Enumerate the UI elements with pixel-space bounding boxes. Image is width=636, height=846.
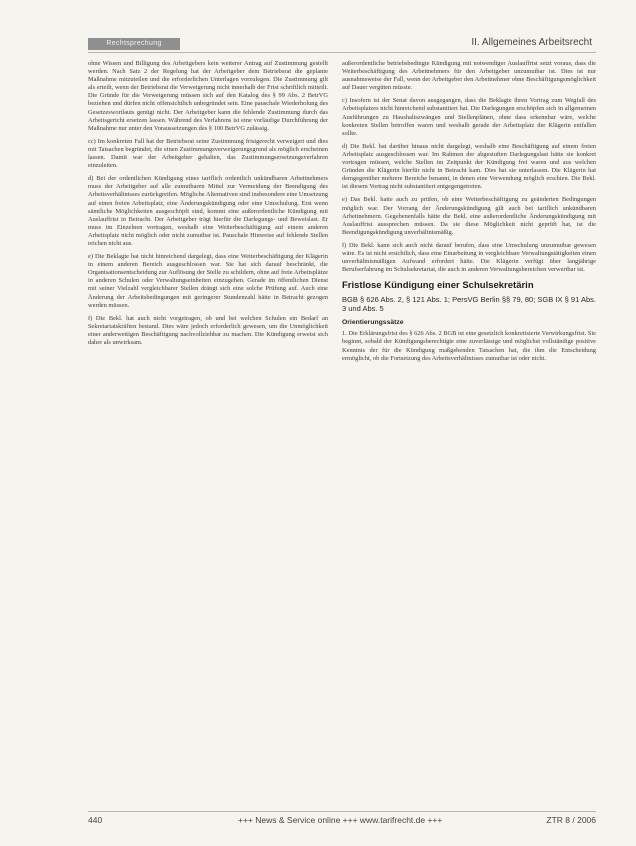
footer-promo: +++ News & Service online +++ www.tarifrecht.de +++ (238, 815, 443, 825)
left-column (88, 60, 328, 830)
header-rule (88, 52, 596, 53)
paragraph: außerordentliche betriebsbedingte Kündigung mit notwendiger Auslauffrist setzt voraus, dass die Weiterbeschäftigung des Arbeitnehmers für den Arbeitgeber unzumutbar ist. Dies ist nur ausnahmsweise der Fall, wenn der Arbeitgeber den Arbeitnehmer ohne Beschäftigungsmöglichkeit auf Dauer vergüten müsste. (342, 60, 596, 92)
paragraph: e) Die Beklagte hat nicht hinreichend dargelegt, dass eine Weiterbeschäftigung der Klägerin in einem anderen Bereich ausgeschlossen war. Sie hat sich darauf beschränkt, die Organisationsentscheidung zur Auflösung der Stelle zu schildern, ohne auf freie Arbeitsplätze in anderen Schulen oder Verwaltungseinheiten einzugehen. Gerade im öffentlichen Dienst mit seiner Vielzahl vergleichbarer Stellen drängt sich eine solche Prüfung auf. Auch eine Änderung der Arbeitsbedingungen mit geringerer Stundenzahl hätte in Betracht gezogen werden müssen. (88, 253, 328, 309)
paragraph: ohne Wissen und Billigung des Arbeitgebers kein weiterer Antrag auf Zustimmung gestellt werden. Nach Satz 2 der Regelung hat der Arbeitgeber dem Betriebsrat die geplante Maßnahme mitzuteilen und die erforderlichen Unterlagen vorzulegen. Die Zustimmung gilt als erteilt, wenn der Betriebsrat die Verweigerung nicht innerhalb der Frist schriftlich mitteilt. Die Gründe für die Verweigerung müssen sich auf den Katalog des § 99 Abs. 2 BetrVG beziehen und dürfen nicht offensichtlich unbegründet sein. Eine pauschale Wiederholung des Gesetzeswortlauts genügt nicht. Der Arbeitgeber kann die fehlende Zustimmung durch das Arbeitsgericht ersetzen lassen. Während des Verfahrens ist eine vorläufige Durchführung der Maßnahme nur unter den Voraussetzungen des § 100 BetrVG zulässig. (88, 60, 328, 132)
page-footer (88, 815, 596, 827)
journal-issue: ZTR 8 / 2006 (546, 815, 596, 825)
paragraph: cc) Im konkreten Fall hat der Betriebsrat seine Zustimmung fristgerecht verweigert und dies mit Tatsachen begründet, die einen Zustimmungsverweigerungsgrund als möglich erscheinen lassen. Damit war der Arbeitgeber gehalten, das Zustimmungsersetzungsverfahren einzuleiten. (88, 137, 328, 170)
page-number: 440 (88, 815, 103, 825)
section-label: Rechtsprechung (88, 38, 180, 50)
footer-rule (88, 811, 596, 812)
paragraph: d) Die Bekl. hat darüber hinaus nicht dargelegt, weshalb eine Beschäftigung auf einem freien Arbeitsplatz ausgeschlossen war. Im Rahmen der abgestuften Darlegungslast hätte sie konkret vortragen müssen, welche Stellen im Zeitpunkt der Kündigung frei waren und aus welchen Gründen die Klägerin hierfür nicht in Betracht kam. Dies hat sie unterlassen. Die Klägerin hat demgegenüber mehrere Bereiche benannt, in denen eine Verwendung möglich erschien. Die Bekl. ist diesem Vortrag nicht substantiiert entgegengetreten. (342, 142, 596, 191)
subheading: Orientierungssätze (342, 319, 404, 327)
paragraph: 1. Die Erklärungsfrist des § 626 Abs. 2 BGB ist eine gesetzlich konkretisierte Verwirkungsfrist. Sie beginnt, sobald der Kündigungsberechtigte eine zuverlässige und möglichst vollständige positive Kenntnis der für die Kündigung maßgebenden Tatsachen hat, die ihm die Entscheidung ermöglicht, ob die Fortsetzung des Arbeitsverhältnisses zumutbar ist oder nicht. (342, 330, 596, 362)
paragraph: c) Insofern ist der Senat davon ausgegangen, dass die Beklagte ihren Vortrag zum Wegfall des Arbeitsplatzes nicht hinreichend substantiiert hat. Die Darlegungen erschöpfen sich in allgemeinen Ausführungen zu Haushaltszwängen und Stellenplänen, ohne dass erkennbar wäre, welche konkreten Stellen betroffen waren und weshalb gerade der Arbeitsplatz der Klägerin entfallen sollte. (342, 97, 596, 137)
running-head: II. Allgemeines Arbeitsrecht (471, 37, 592, 48)
paragraph: e) Das Bekl. hatte auch zu prüfen, ob eine Weiterbeschäftigung zu geänderten Bedingungen möglich war. Der Vorrang der Änderungskündigung gilt auch bei tariflich unkündbaren Arbeitnehmern. Gegebenenfalls hätte die Bekl. eine außerordentliche Änderungskündigung mit Auslauffrist aussprechen müssen. Da sie diese Möglichkeit nicht geprüft hat, ist die Beendigungskündigung unverhältnismäßig. (342, 196, 596, 236)
right-column (342, 60, 596, 830)
statute-citation: BGB § 626 Abs. 2, § 121 Abs. 1; PersVG Berlin §§ 79, 80; SGB IX § 91 Abs. 3 und Abs. 5 (342, 295, 596, 314)
case-title: Fristlose Kündigung einer Schulsekretärin (342, 280, 534, 292)
paragraph: f) Die Bekl. kann sich auch nicht darauf berufen, dass eine Umschulung unzumutbar gewesen wäre. Es ist nicht ersichtlich, dass eine Einarbeitung in vergleichbare Verwaltungstätigkeiten einen unverhältnismäßigen Aufwand erfordert hätte. Die Klägerin verfügt über langjährige Berufserfahrung im Schulsekretariat, die auch in anderen Verwaltungsbereichen verwertbar ist. (342, 241, 596, 274)
paragraph: f) Die Bekl. hat auch nicht vorgetragen, ob und bei welchen Schulen ein Bedarf an Sekretariatskräften bestand. Dies wäre jedoch erforderlich gewesen, um die Unmöglichkeit einer anderweitigen Beschäftigung nachvollziehbar zu machen. Die Kündigung erweist sich daher als unwirksam. (88, 314, 328, 346)
paragraph: d) Bei der ordentlichen Kündigung eines tariflich ordentlich unkündbaren Arbeitnehmers muss der Arbeitgeber auf alle zumutbaren Mittel zur Vermeidung der Beendigung des Arbeitsverhältnisses zurückgreifen. Mögliche Alternativen sind insbesondere eine Umsetzung auf einen freien Arbeitsplatz, eine Änderungskündigung oder eine Umschulung. Erst wenn sämtliche Möglichkeiten ausgeschöpft sind, kommt eine außerordentliche Kündigung mit Auslauffrist in Betracht. Der Arbeitgeber trägt hierfür die Darlegungs- und Beweislast. Er muss im Einzelnen vortragen, weshalb eine Weiterbeschäftigung auf einem anderen Arbeitsplatz nicht möglich oder nicht zumutbar ist. Pauschale Hinweise auf fehlende Stellen reichen nicht aus. (88, 175, 328, 247)
